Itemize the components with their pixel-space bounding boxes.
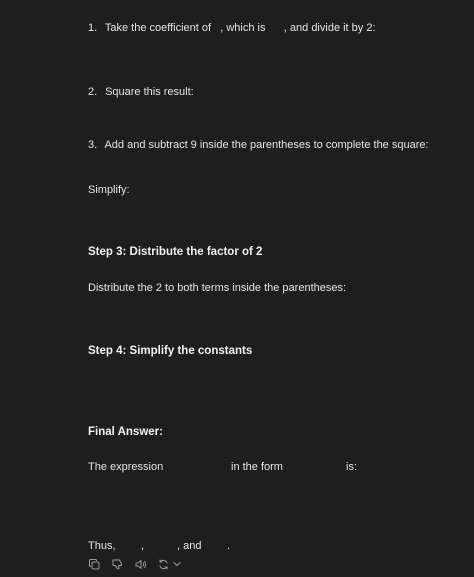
list-text: Add and subtract 9 inside the parentheses to complete the square: (104, 139, 429, 151)
list-item-1 (88, 22, 376, 34)
thus-label: Thus, (88, 540, 116, 552)
comma-text: , (141, 540, 145, 552)
list-number: 3. (88, 139, 98, 151)
in-the-form-label: in the form (231, 461, 283, 473)
final-answer-heading: Final Answer: (88, 426, 163, 438)
list-number: 2. (88, 86, 98, 98)
and-label: , and (177, 540, 202, 552)
simplify-label: Simplify: (88, 184, 130, 196)
list-number: 1. (88, 22, 98, 34)
chevron-down-icon[interactable] (172, 557, 182, 571)
step3-text: Distribute the 2 to both terms inside the parentheses: (88, 282, 347, 294)
step4-heading: Step 4: Simplify the constants (88, 345, 253, 357)
list-item-2 (88, 86, 194, 98)
step3-heading: Step 3: Distribute the factor of 2 (88, 246, 263, 258)
message-toolbar (86, 557, 182, 571)
thumbs-down-icon[interactable] (109, 557, 126, 571)
regenerate-icon[interactable] (155, 557, 172, 571)
is-label: is: (346, 461, 357, 473)
list-text: Square this result: (105, 86, 194, 98)
speaker-icon[interactable] (132, 557, 149, 571)
copy-icon[interactable] (86, 557, 103, 571)
list-text: Take the coefficient of , which is , and divide it by 2: (104, 22, 376, 34)
list-item-3 (88, 139, 429, 151)
period-text: . (227, 540, 231, 552)
expression-label: The expression (88, 461, 164, 473)
